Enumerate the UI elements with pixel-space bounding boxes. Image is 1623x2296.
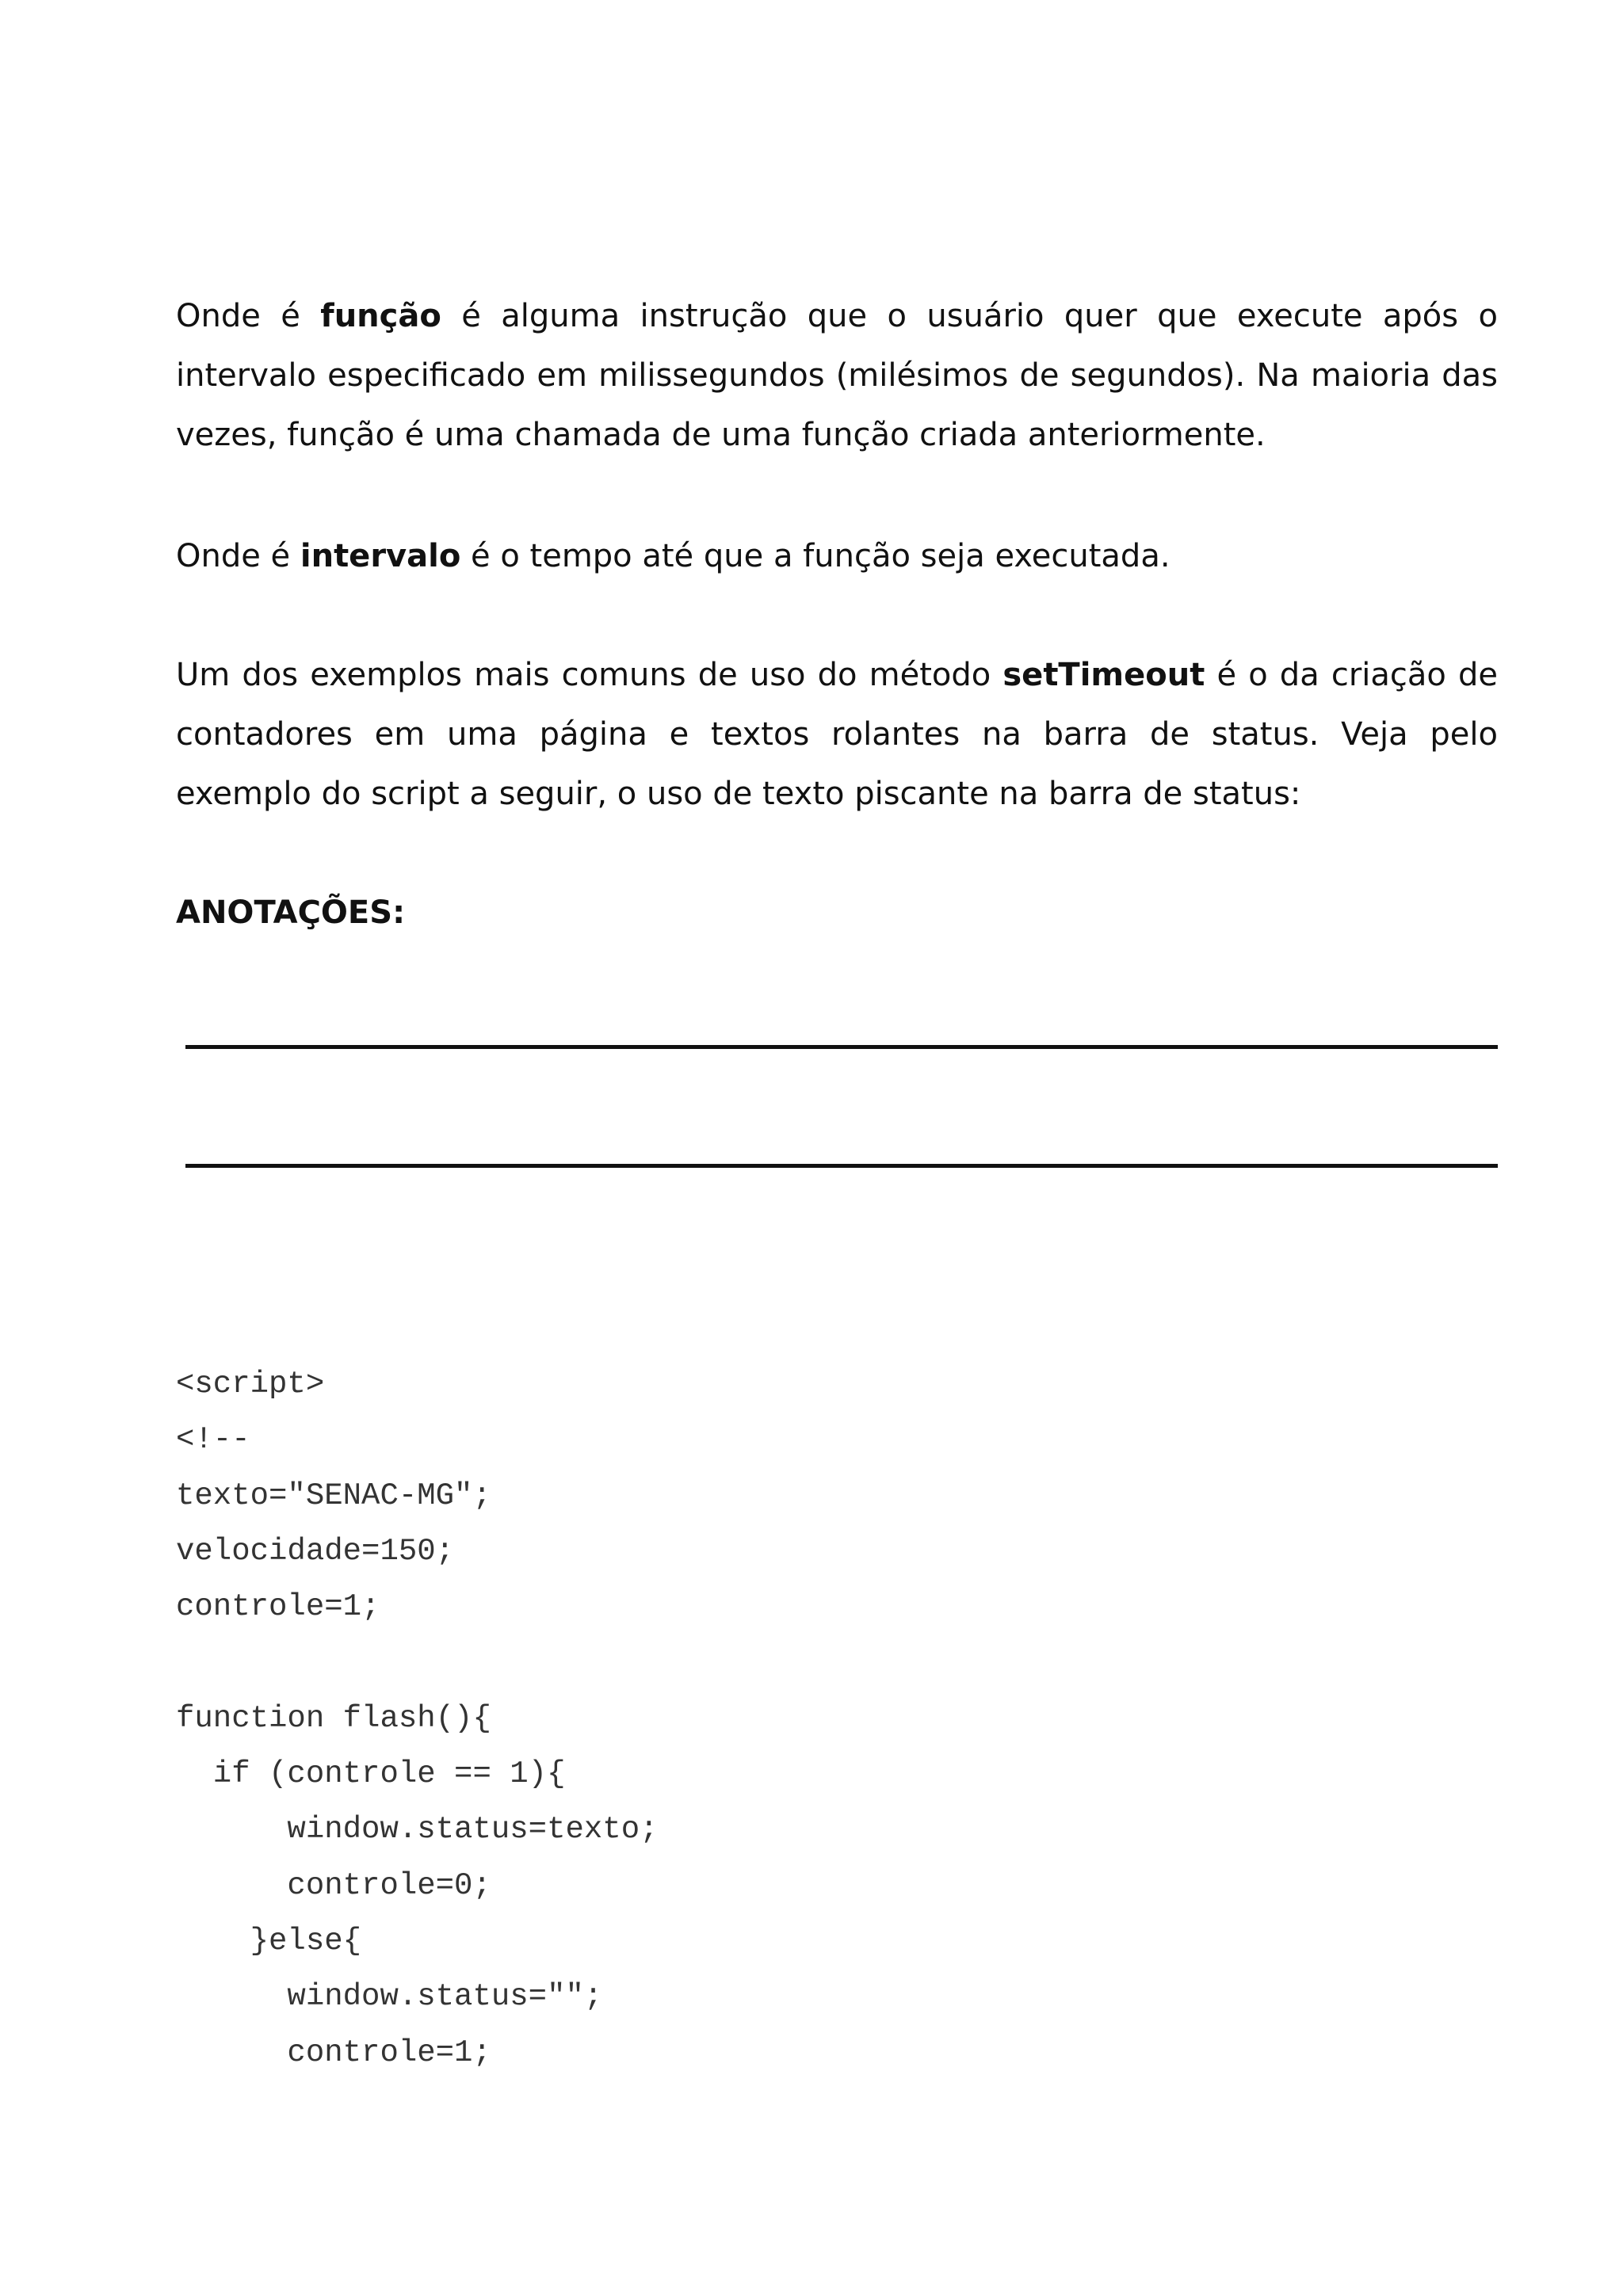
- paragraph-funcao: [176, 287, 1498, 465]
- code-line: if (controle == 1){: [176, 1756, 566, 1792]
- code-line: [176, 1634, 659, 1690]
- text-segment: é alguma instrução que o usuário quer que execute após o intervalo especificado em milissegundos (milésimos de segundos). Na maioria das vezes, função é uma chamada de uma função criada anteriormente.: [176, 298, 1499, 453]
- code-line: controle=1;: [176, 1589, 380, 1625]
- code-line: <!--: [176, 1422, 250, 1458]
- code-line: }else{: [176, 1923, 362, 1958]
- bold-term-funcao: função: [320, 298, 441, 334]
- text-segment: Onde é: [176, 538, 300, 574]
- text-segment: Um dos exemplos mais comuns de uso do método: [176, 657, 1003, 693]
- paragraph-intervalo: [176, 527, 1498, 586]
- code-line: window.status=texto;: [176, 1812, 659, 1848]
- code-line: velocidade=150;: [176, 1533, 455, 1569]
- code-line: controle=0;: [176, 1867, 491, 1903]
- code-line: <script>: [176, 1367, 325, 1402]
- bold-term-intervalo: intervalo: [300, 538, 461, 574]
- text-segment: é o da criação de contadores em uma página e textos rolantes na barra de status. Veja pelo exemplo do script a seguir, o uso de texto piscante na barra de status:: [176, 657, 1498, 812]
- text-segment: é o tempo até que a função seja executada.: [460, 538, 1170, 574]
- text-segment: Onde é: [176, 298, 321, 334]
- code-line: texto="SENAC-MG";: [176, 1478, 491, 1513]
- code-line: function flash(){: [176, 1700, 491, 1736]
- code-line: window.status="";: [176, 1979, 603, 2015]
- notes-writing-line: [185, 1045, 1498, 1049]
- notes-writing-line: [185, 1164, 1498, 1168]
- code-line: controle=1;: [176, 2035, 491, 2070]
- code-listing: [176, 1356, 659, 2081]
- notes-heading: ANOTAÇÕES:: [176, 894, 406, 931]
- paragraph-settimeout: [176, 646, 1498, 824]
- bold-term-settimeout: setTimeout: [1002, 657, 1205, 693]
